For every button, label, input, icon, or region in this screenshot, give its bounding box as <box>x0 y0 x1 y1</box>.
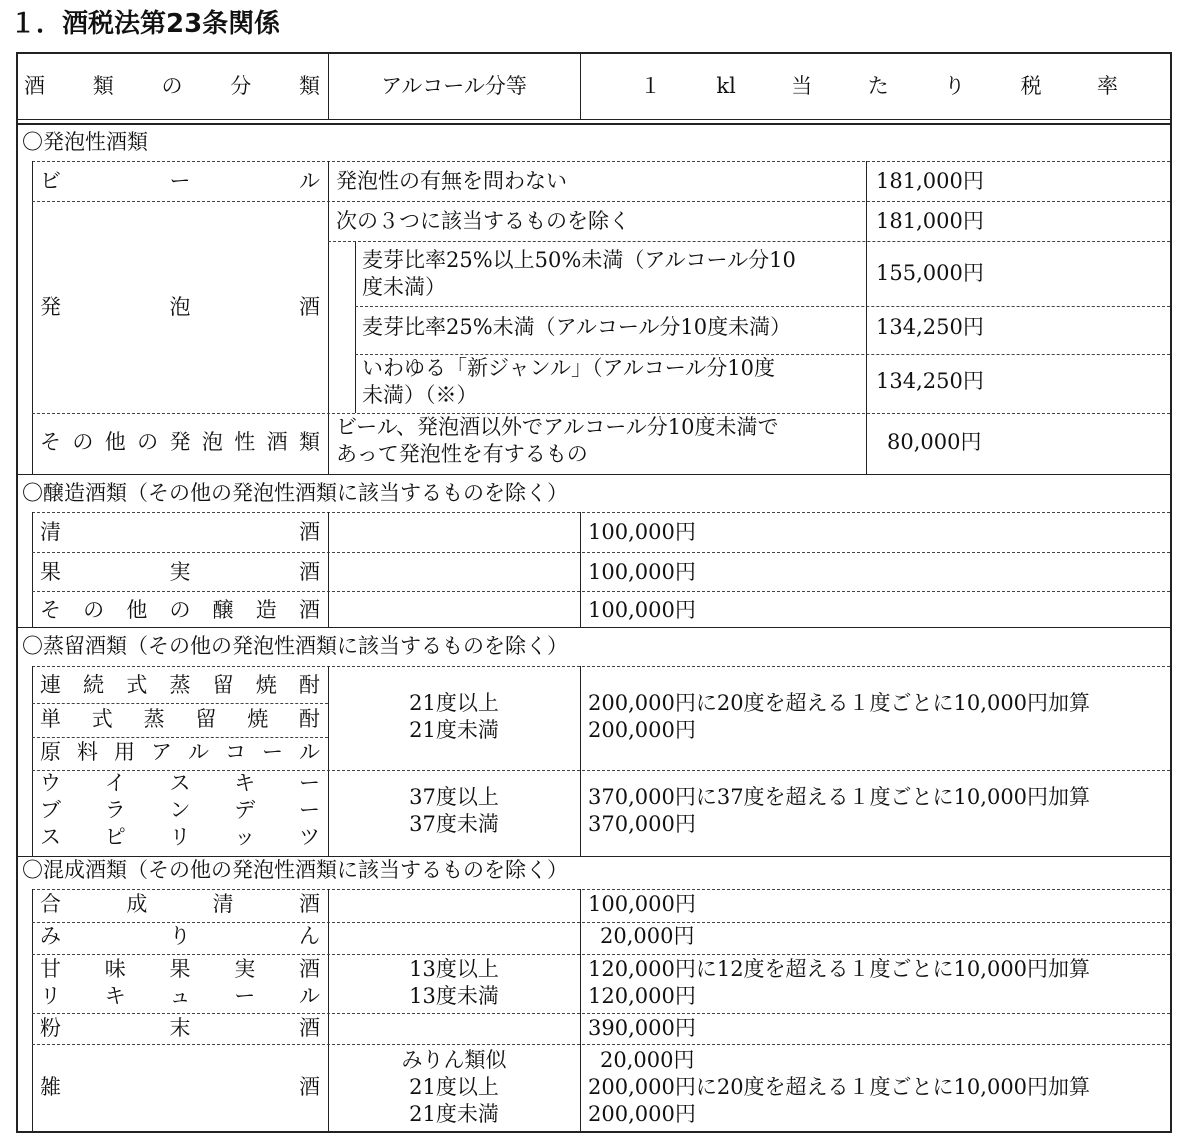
cond-happoshu-main: 次の３つに該当するものを除く <box>336 209 630 233</box>
rate-amami: 120,000円に12度を超える１度ごとに10,000円加算 120,000円 <box>588 957 1091 1008</box>
section-heading-distilled: 〇蒸留酒類（その他の発泡性酒類に該当するものを除く） <box>22 634 568 658</box>
header-classification: 酒 類 の 分 類 <box>24 74 320 98</box>
header-alcohol: アルコール分等 <box>381 74 527 98</box>
name-amami-kajitsushu: 甘 味 果 実 酒 <box>40 957 320 981</box>
page-title: １．酒税法第23条関係 <box>10 9 281 39</box>
rate-seishu: 100,000円 <box>588 520 696 544</box>
rate-other-brewed: 100,000円 <box>588 598 696 622</box>
rate-distilled-g1: 200,000円に20度を超える１度ごとに10,000円加算 200,000円 <box>588 691 1091 742</box>
cond-amami: 13度以上 13度未満 <box>409 957 499 1008</box>
cond-happoshu-sub3: いわゆる「新ジャンル」（アルコール分10度 未満）（※） <box>362 356 776 407</box>
name-kajitsushu: 果 実 酒 <box>40 560 320 584</box>
name-mirin: み り ん <box>40 924 320 948</box>
name-seishu: 清 酒 <box>40 520 320 544</box>
name-gosei-seishu: 合 成 清 酒 <box>40 892 320 916</box>
rate-funmatsushu: 390,000円 <box>588 1016 696 1040</box>
cond-happoshu-sub2: 麦芽比率25%未満（アルコール分10度未満） <box>362 315 792 339</box>
cond-zasshu: みりん類似 21度以上 21度未満 <box>401 1048 507 1126</box>
name-whisky: ウ イ ス キ ー <box>40 771 320 795</box>
name-beer: ビ ー ル <box>40 169 320 193</box>
name-zasshu: 雑 酒 <box>40 1075 320 1099</box>
name-other-brewed: そ の 他 の 醸 造 酒 <box>40 598 320 622</box>
rate-happoshu-main: 181,000円 <box>876 209 984 233</box>
rate-distilled-g2: 370,000円に37度を超える１度ごとに10,000円加算 370,000円 <box>588 785 1091 836</box>
rate-mirin: 20,000円 <box>600 924 695 948</box>
rate-happoshu-sub1: 155,000円 <box>876 261 984 285</box>
rate-beer: 181,000円 <box>876 169 984 193</box>
name-tanshiki-shochu: 単 式 蒸 留 焼 酎 <box>40 707 320 731</box>
rate-happoshu-sub2: 134,250円 <box>876 315 984 339</box>
section-heading-mixed: 〇混成酒類（その他の発泡性酒類に該当するものを除く） <box>22 858 568 882</box>
cond-distilled-g2: 37度以上 37度未満 <box>409 785 499 836</box>
name-funmatsushu: 粉 末 酒 <box>40 1016 320 1040</box>
name-other-sparkling: そ の 他 の 発 泡 性 酒 類 <box>40 430 320 454</box>
name-brandy: ブ ラ ン デ ー <box>40 798 320 822</box>
cond-beer: 発泡性の有無を問わない <box>336 169 567 193</box>
rate-gosei-seishu: 100,000円 <box>588 892 696 916</box>
name-renzoku-shochu: 連 続 式 蒸 留 焼 酎 <box>40 673 320 697</box>
name-liqueur: リ キ ュ ー ル <box>40 984 320 1008</box>
name-spirits: ス ピ リ ッ ツ <box>40 825 320 849</box>
rate-zasshu: 20,000円 200,000円に20度を超える１度ごとに10,000円加算 200,000円 <box>588 1048 1091 1126</box>
name-genryo-alcohol: 原 料 用 ア ル コ ー ル <box>40 740 320 764</box>
section-heading-brewed: 〇醸造酒類（その他の発泡性酒類に該当するものを除く） <box>22 481 568 505</box>
rate-other-sparkling: 80,000円 <box>887 430 982 454</box>
cond-happoshu-sub1: 麦芽比率25%以上50%未満（アルコール分10 度未満） <box>362 248 796 299</box>
header-tax-rate: １ kl 当 た り 税 率 <box>640 74 1118 98</box>
name-happoshu: 発 泡 酒 <box>40 295 320 319</box>
cond-other-sparkling: ビール、発泡酒以外でアルコール分10度未満で あって発泡性を有するもの <box>336 415 779 466</box>
cond-distilled-g1: 21度以上 21度未満 <box>409 691 499 742</box>
section-heading-sparkling: 〇発泡性酒類 <box>22 130 148 154</box>
rate-kajitsushu: 100,000円 <box>588 560 696 584</box>
rate-happoshu-sub3: 134,250円 <box>876 369 984 393</box>
